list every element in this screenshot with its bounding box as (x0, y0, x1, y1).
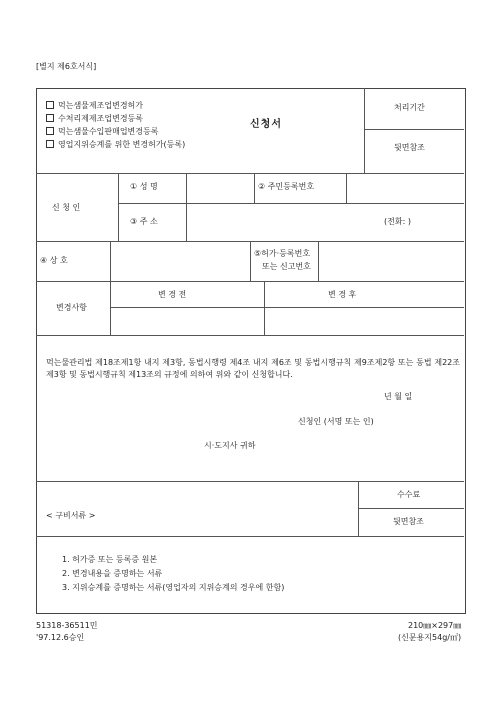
fee-middle-line (358, 508, 464, 509)
form-code: 51318-36511민 (36, 621, 98, 630)
after-input[interactable] (266, 310, 462, 332)
applicant-middle-line (118, 203, 464, 204)
statement-text: 먹는물관리법 제18조제1항 내지 제3항, 동법시행령 제4조 내지 제6조 및 동법시행규칙 제9조제2항 또는 동법 제22조제3항 및 동법시행규칙 제13조의 규정에 의하여 위와 같이 신청합니다. (46, 358, 460, 379)
list-item: 3. 지위승계를 증명하는 서류(영업자의 지위승계의 경우에 한함) (62, 583, 285, 592)
list-item: 2. 변경내용을 증명하는 서류 (62, 569, 163, 578)
processing-period-label: 처리기간 (394, 103, 425, 112)
name-label: ① 성 명 (130, 182, 158, 191)
check-item[interactable]: 먹는샘물제조업변경허가 (46, 101, 143, 111)
attachments-bottom-line (36, 536, 464, 537)
before-after-divider (264, 281, 265, 335)
date-label: 년 월 일 (384, 392, 413, 401)
statement-bottom-line (36, 481, 464, 482)
business-bottom-line (36, 281, 464, 282)
trade-value-divider (250, 241, 251, 281)
address-label: ③ 주 소 (130, 217, 158, 226)
trade-name-divider (110, 241, 111, 281)
checkbox[interactable] (46, 114, 54, 122)
changes-divider (110, 281, 111, 335)
paper-size: 210㎜×297㎜ (408, 621, 462, 630)
after-label: 변 경 후 (328, 290, 357, 299)
fee-see-back-label: 뒷면참조 (393, 517, 424, 526)
applicant-sign-label: 신청인 (서명 또는 인) (298, 417, 374, 426)
check-item[interactable]: 먹는샘물수입판매업변경등록 (46, 127, 158, 137)
paper-type: (신문용지54g/㎡) (398, 633, 462, 642)
changes-bottom-line (36, 335, 464, 336)
header-divider (364, 88, 365, 173)
check-item[interactable]: 영업지위승계를 위한 변경허가(등록) (46, 140, 185, 150)
check-item[interactable]: 수처리제제조업변경등록 (46, 114, 143, 124)
form-title: 신청서 (250, 119, 282, 130)
header-right-divider (364, 129, 464, 130)
see-back-label: 뒷면참조 (394, 143, 425, 152)
permit-divider (318, 241, 319, 281)
checkbox[interactable] (46, 127, 54, 135)
trade-name-input[interactable] (112, 246, 248, 276)
rrn-label: ② 주민등록번호 (258, 182, 315, 191)
changes-header-line (110, 307, 464, 308)
rrn-divider (346, 173, 347, 203)
before-input[interactable] (112, 310, 262, 332)
list-item: 1. 허가증 또는 등록증 원본 (62, 555, 158, 564)
attachments-label: < 구비서류 > (46, 511, 96, 520)
permit-number-label-2: 또는 신고번호 (262, 262, 311, 271)
trade-name-label: ④ 상 호 (40, 256, 68, 265)
label-divider (186, 173, 187, 241)
address-input[interactable] (188, 210, 378, 234)
permit-number-input[interactable] (320, 246, 460, 276)
name-input[interactable] (188, 179, 252, 199)
checkbox[interactable] (46, 101, 54, 109)
phone-label: (전화: ) (384, 217, 411, 226)
changes-label: 변경사항 (56, 303, 87, 312)
name-divider (254, 173, 255, 203)
form-number: [별지 제6호서식] (36, 62, 97, 71)
approval-date: '97.12.6승인 (36, 633, 85, 642)
permit-number-label: ⑤허가·등록번호 (254, 249, 311, 258)
applicant-divider (118, 173, 119, 241)
header-bottom-line (36, 173, 464, 174)
rrn-input[interactable] (348, 179, 460, 199)
before-label: 변 경 전 (158, 290, 187, 299)
fee-label: 수수료 (397, 490, 421, 499)
checkbox[interactable] (46, 140, 54, 148)
applicant-label: 신 청 인 (52, 203, 81, 212)
addressee-label: 시·도지사 귀하 (204, 441, 256, 450)
